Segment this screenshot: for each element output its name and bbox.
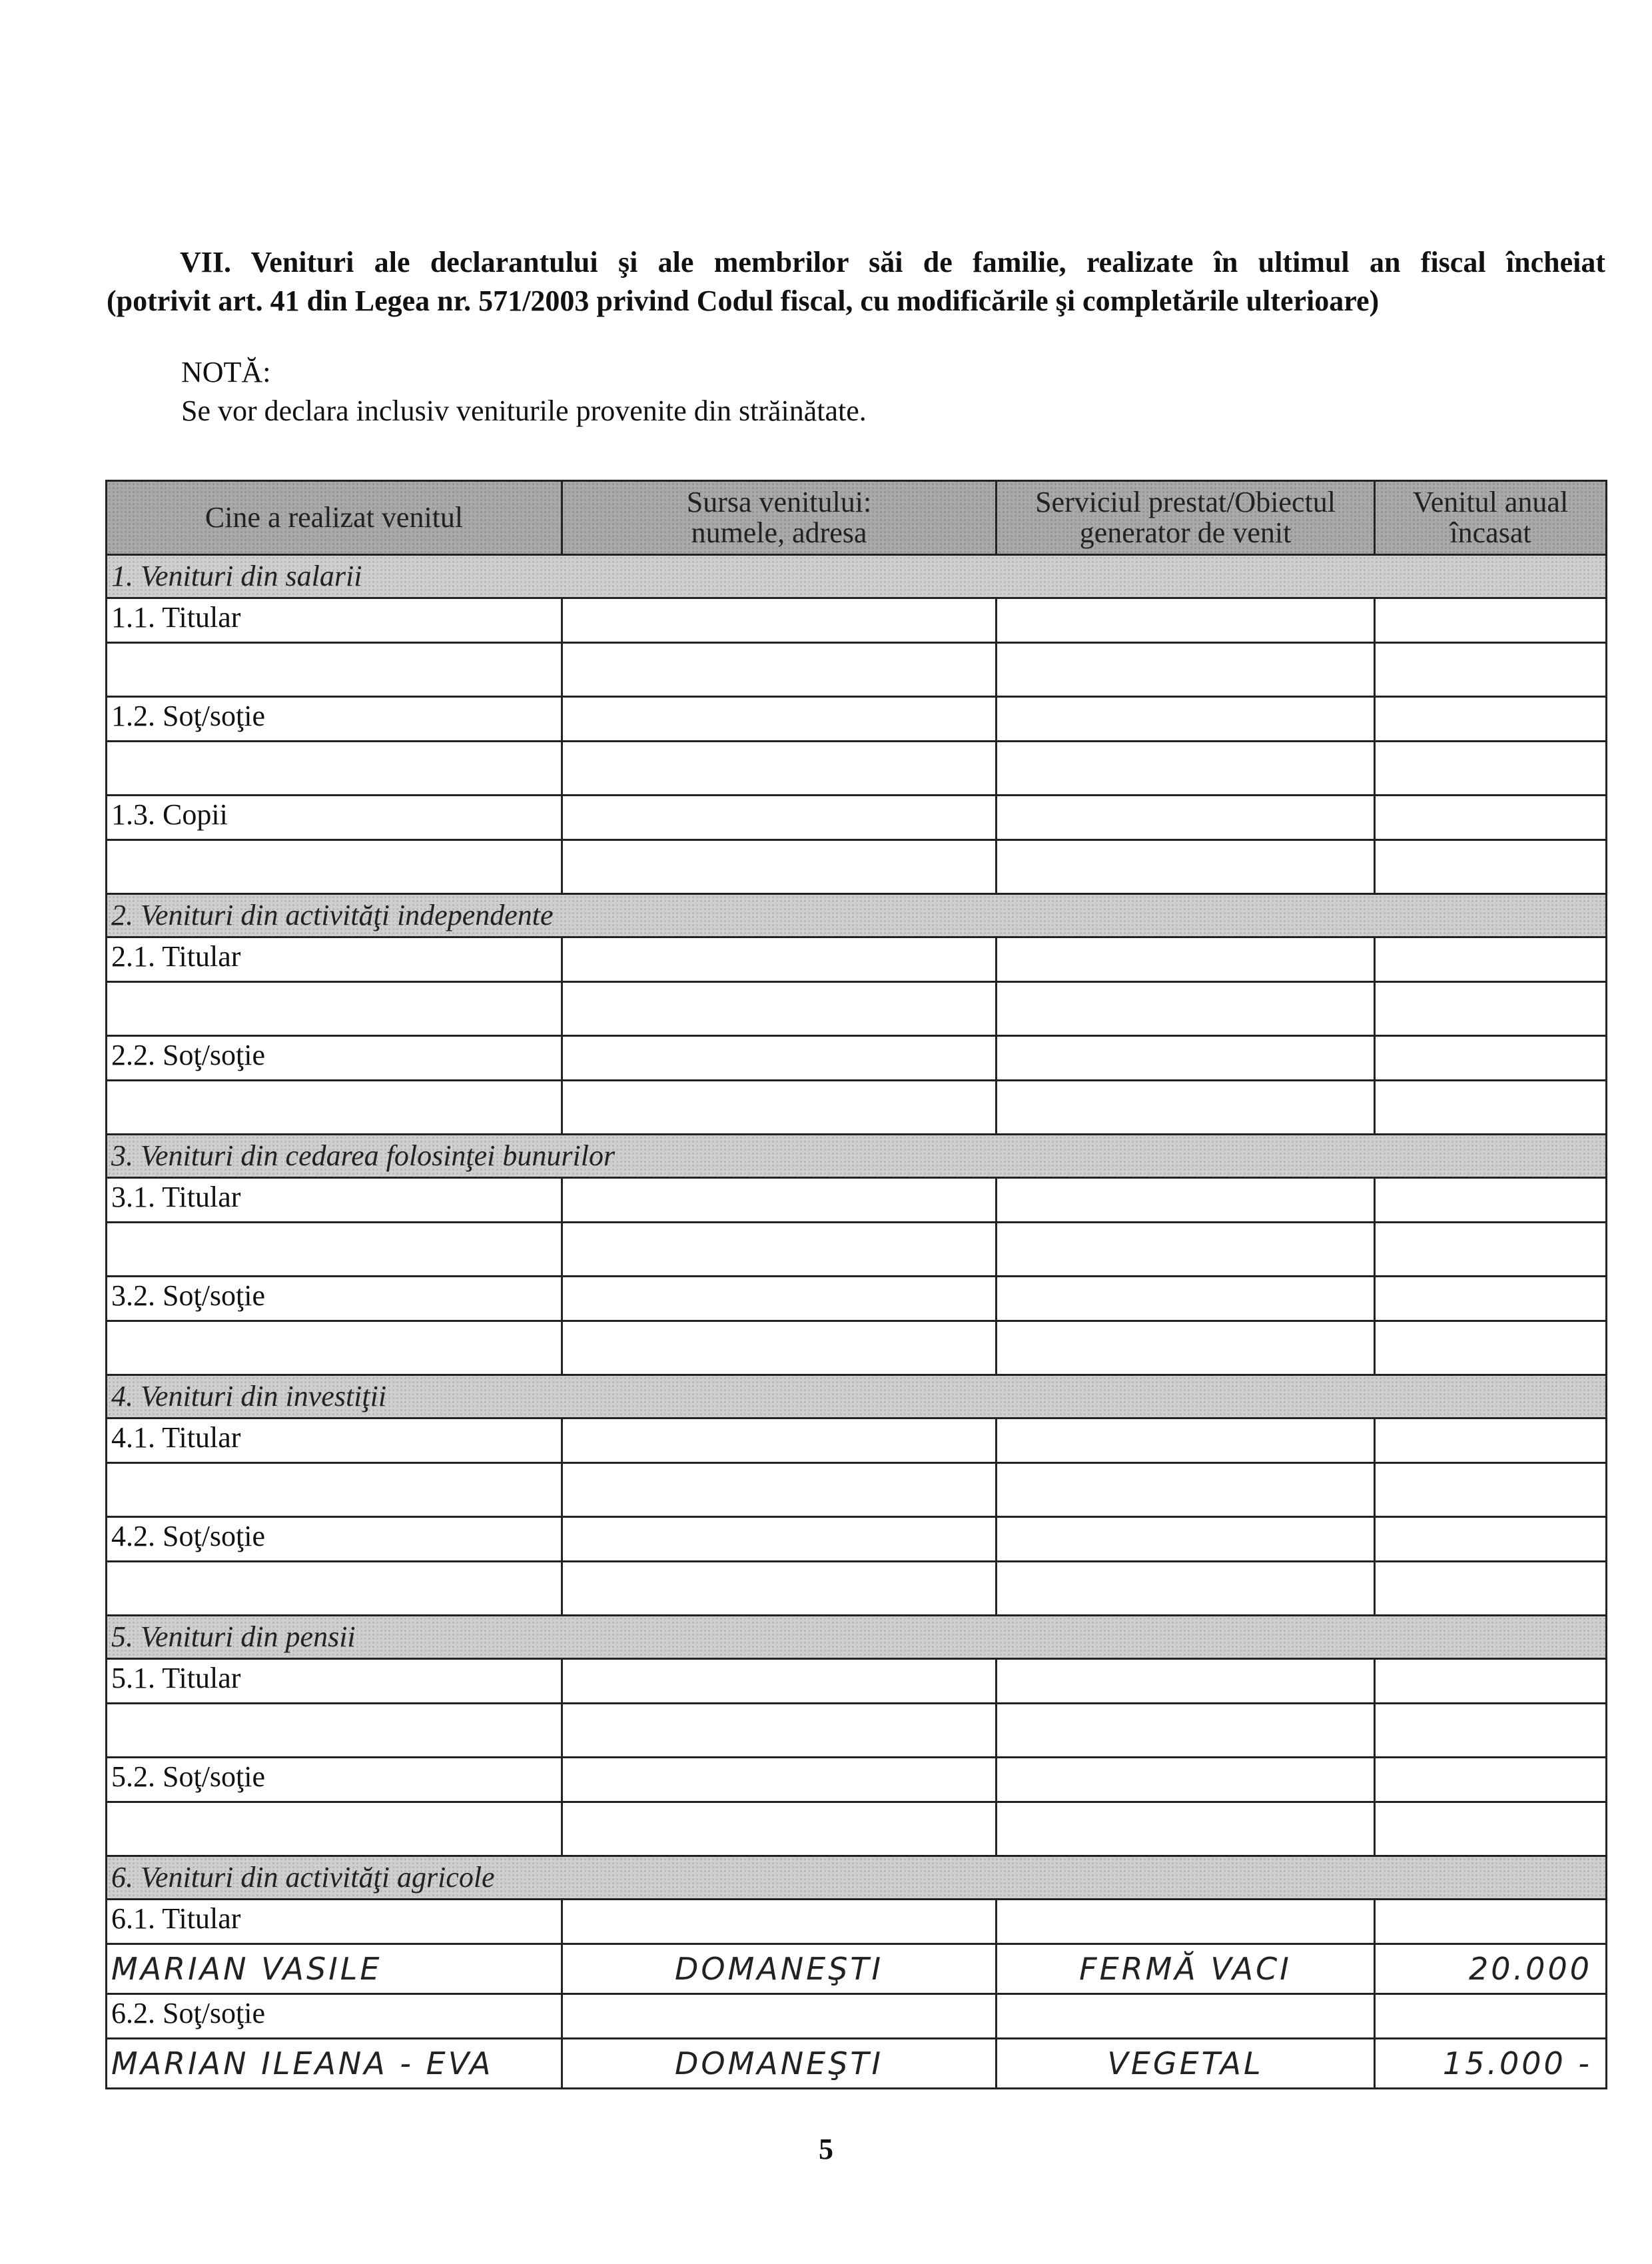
table-row (107, 1321, 1607, 1375)
section-row (107, 1375, 1607, 1418)
handwritten-row (107, 2039, 1607, 2089)
table-row (107, 1704, 1607, 1758)
table-row (107, 1900, 1607, 1944)
row-label: 6.2. Soţ/soţie (107, 1994, 562, 2039)
table-row (107, 982, 1607, 1036)
section-row (107, 894, 1607, 937)
section-title: 3. Venituri din cedarea folosinţei bunurilor (107, 1135, 1607, 1178)
table-row (107, 1562, 1607, 1616)
table-row (107, 1277, 1607, 1321)
table-row (107, 697, 1607, 742)
row-label: 4.2. Soţ/soţie (107, 1517, 562, 1562)
header-amount: Venitul anual încasat (1375, 481, 1607, 555)
row-label: 4.1. Titular (107, 1418, 562, 1463)
table-row (107, 840, 1607, 894)
table-row (107, 1659, 1607, 1704)
section-row (107, 1856, 1607, 1900)
row-label: 5.1. Titular (107, 1659, 562, 1704)
table-row (107, 1081, 1607, 1135)
table-row (107, 1994, 1607, 2039)
header-service: Serviciul prestat/Obiectul generator de venit (997, 481, 1375, 555)
handwritten-amount: 15.000 - (1375, 2039, 1607, 2089)
row-label: 1.2. Soţ/soţie (107, 697, 562, 742)
row-label: 2.2. Soţ/soţie (107, 1036, 562, 1081)
section-title: 1. Venituri din salarii (107, 555, 1607, 598)
note-title: NOTĂ: (181, 356, 271, 388)
table-row (107, 1036, 1607, 1081)
table-row (107, 796, 1607, 840)
handwritten-object: FERMĂ VACI (997, 1944, 1375, 1994)
table-header-row (107, 481, 1607, 555)
section-title: 2. Venituri din activităţi independente (107, 894, 1607, 937)
table-row (107, 598, 1607, 643)
row-label: 3.1. Titular (107, 1178, 562, 1223)
row-label: 6.1. Titular (107, 1900, 562, 1944)
row-label: 2.1. Titular (107, 937, 562, 982)
header-source: Sursa venitului: numele, adresa (562, 481, 997, 555)
heading-line-2: (potrivit art. 41 din Legea nr. 571/2003 privind Codul fiscal, cu modificările şi completările ulterioare) (107, 284, 1380, 317)
note-block (181, 353, 867, 430)
income-table (105, 480, 1607, 2089)
handwritten-name: MARIAN VASILE (107, 1944, 562, 1994)
section-row (107, 555, 1607, 598)
handwritten-object: VEGETAL (997, 2039, 1375, 2089)
section-title: 4. Venituri din investiţii (107, 1375, 1607, 1418)
section-row (107, 1135, 1607, 1178)
row-label: 3.2. Soţ/soţie (107, 1277, 562, 1321)
handwritten-amount: 20.000 (1375, 1944, 1607, 1994)
section-heading (107, 243, 1605, 320)
header-who: Cine a realizat venitul (107, 481, 562, 555)
section-title: 5. Venituri din pensii (107, 1616, 1607, 1659)
table-row (107, 1223, 1607, 1277)
handwritten-source: DOMANEŞTI (562, 2039, 997, 2089)
table-row (107, 1418, 1607, 1463)
table-row (107, 1758, 1607, 1802)
table-row (107, 937, 1607, 982)
row-label: 5.2. Soţ/soţie (107, 1758, 562, 1802)
section-title: 6. Venituri din activităţi agricole (107, 1856, 1607, 1900)
handwritten-name: MARIAN ILEANA - EVA (107, 2039, 562, 2089)
table-row (107, 1178, 1607, 1223)
table-row (107, 1463, 1607, 1517)
note-text: Se vor declara inclusiv veniturile provenite din străinătate. (181, 394, 867, 427)
table-row (107, 643, 1607, 697)
section-row (107, 1616, 1607, 1659)
row-label: 1.1. Titular (107, 598, 562, 643)
table-row (107, 1802, 1607, 1856)
heading-line-1: VII. Venituri ale declarantului şi ale membrilor săi de familie, realizate în ultimul an fiscal încheiat (180, 246, 1605, 279)
table-row (107, 742, 1607, 796)
handwritten-row (107, 1944, 1607, 1994)
page-number: 5 (819, 2133, 833, 2165)
table-row (107, 1517, 1607, 1562)
handwritten-source: DOMANEŞTI (562, 1944, 997, 1994)
row-label: 1.3. Copii (107, 796, 562, 840)
